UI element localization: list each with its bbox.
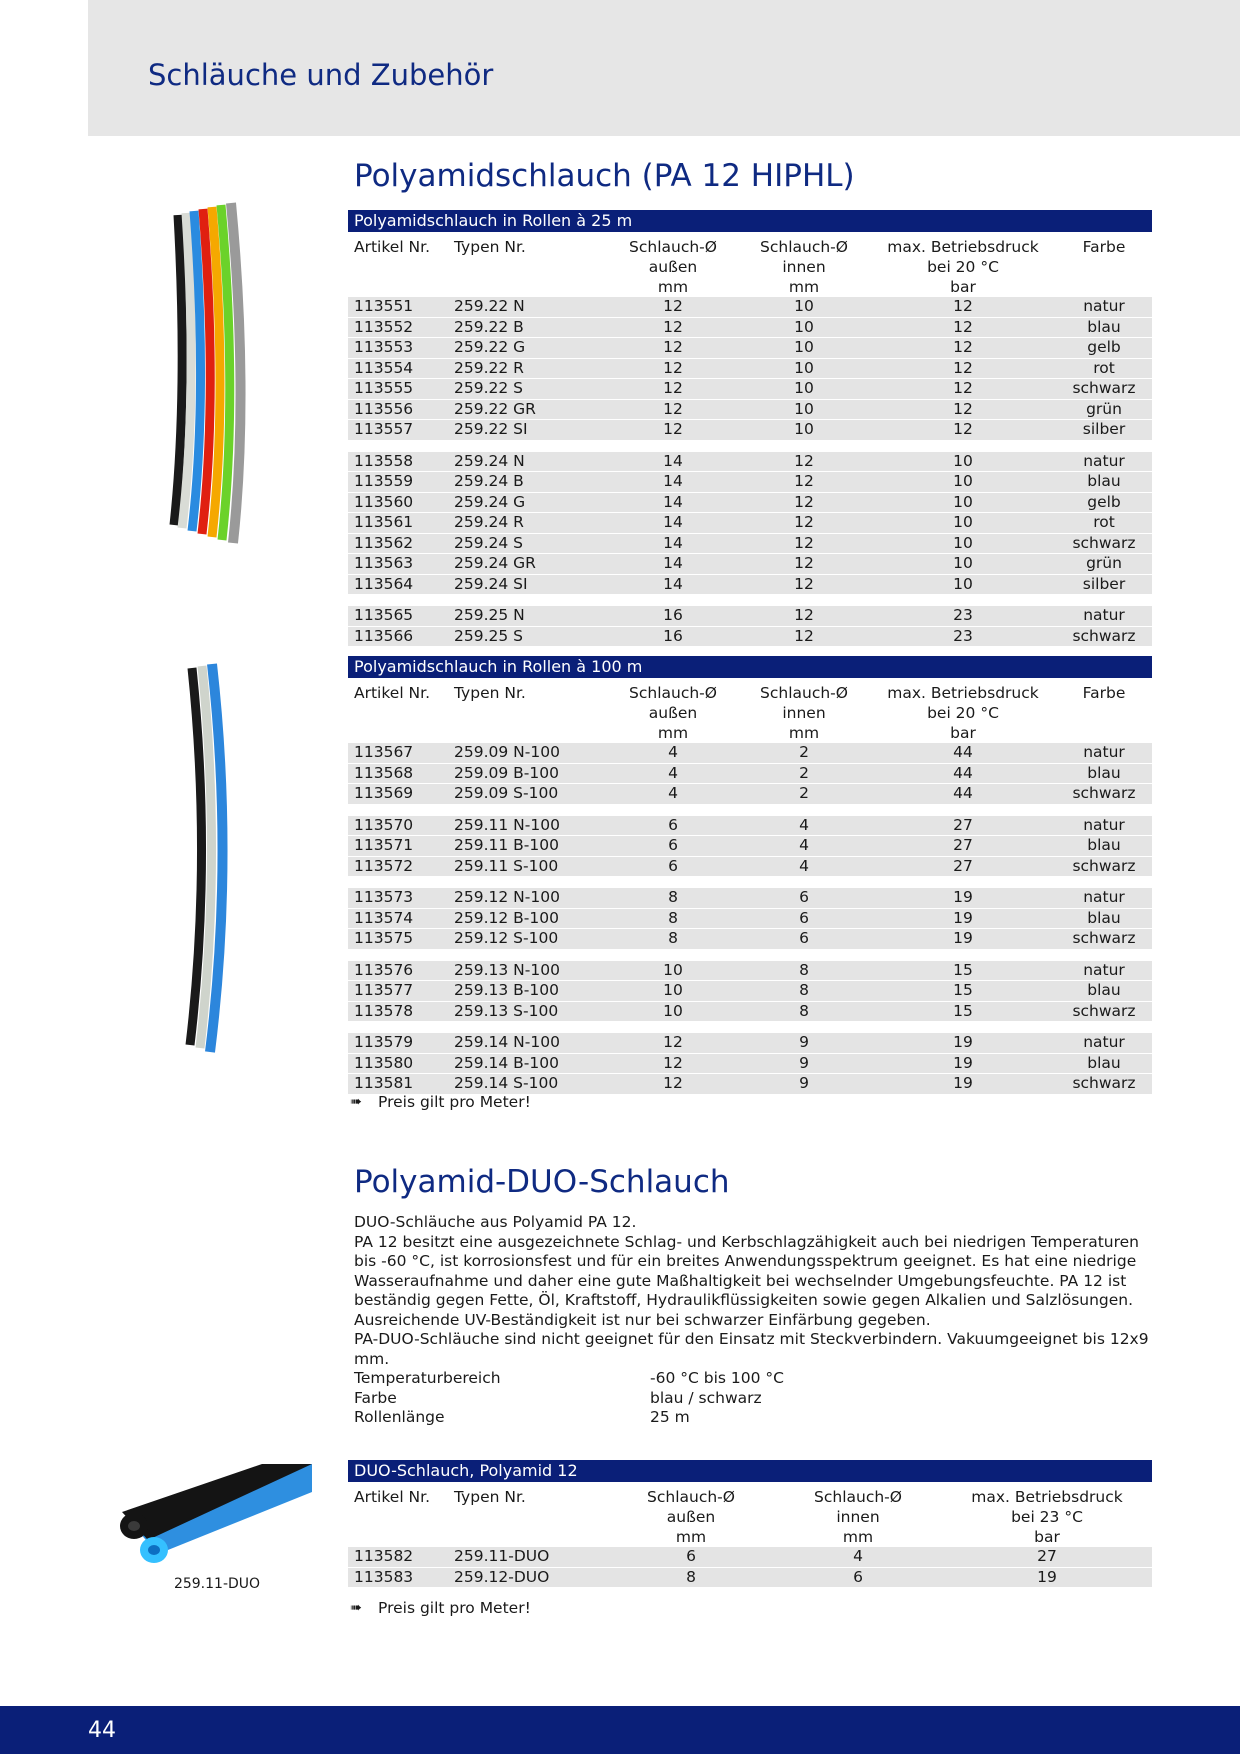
table-cell: 113564 [348, 575, 448, 596]
table-heading: DUO-Schlauch, Polyamid 12 [348, 1460, 1152, 1482]
table-cell: 19 [870, 929, 1056, 950]
table-cell: 12 [608, 400, 738, 421]
table-row [348, 606, 1152, 627]
table-cell: 113555 [348, 379, 448, 400]
column-header: Schlauch-Ø innen mm [814, 1488, 902, 1546]
table-cell: 259.22 S [448, 379, 608, 400]
table-cell: 14 [608, 452, 738, 473]
table-cell: 113576 [348, 961, 448, 982]
table-cell: 259.25 N [448, 606, 608, 627]
table-cell: 16 [608, 606, 738, 627]
table-cell: natur [1056, 961, 1152, 982]
table-cell: grün [1056, 554, 1152, 575]
table-row [348, 1002, 1152, 1023]
table-cell: 113579 [348, 1033, 448, 1054]
duo-description [354, 1213, 1154, 1369]
table-cell: blau [1056, 318, 1152, 339]
table-cell: 44 [870, 764, 1056, 785]
table-row [348, 1074, 1152, 1095]
property-row [354, 1389, 784, 1409]
table-row [348, 836, 1152, 857]
table-cell: 113580 [348, 1054, 448, 1075]
table-row [348, 493, 1152, 514]
table-row [348, 888, 1152, 909]
table-cell: 10 [738, 420, 870, 441]
table-cell: 259.09 N-100 [448, 743, 608, 764]
table-cell: 12 [608, 338, 738, 359]
table-cell: 113553 [348, 338, 448, 359]
table-header-row [348, 683, 1152, 743]
table-cell: 10 [870, 452, 1056, 473]
group-spacer [348, 877, 1152, 888]
table-cell: 259.24 G [448, 493, 608, 514]
table-cell: gelb [1056, 493, 1152, 514]
description-line: Ausreichende UV-Beständigkeit ist nur bei schwarzer Einfärbung gegeben. [354, 1310, 931, 1329]
duo-properties [354, 1369, 784, 1428]
page-header [88, 0, 1240, 136]
table-cell: 15 [870, 961, 1056, 982]
table-cell: 113577 [348, 981, 448, 1002]
table-row [348, 743, 1152, 764]
table-cell: 19 [870, 1054, 1056, 1075]
table-cell: 6 [608, 836, 738, 857]
column-header: Farbe [1082, 238, 1126, 256]
table-cell: 10 [870, 534, 1056, 555]
table-header-row [348, 1487, 1152, 1547]
table-cell: 10 [738, 318, 870, 339]
table-cell: natur [1056, 297, 1152, 318]
table-row [348, 1547, 1152, 1568]
table-cell: 12 [738, 554, 870, 575]
table-cell: blau [1056, 836, 1152, 857]
table-cell: 2 [738, 764, 870, 785]
table-heading: Polyamidschlauch in Rollen à 100 m [348, 656, 1152, 678]
table-row [348, 400, 1152, 421]
table-cell: 12 [870, 359, 1056, 380]
table-cell: 44 [870, 743, 1056, 764]
arrow-right-icon: ➠ [350, 1600, 362, 1616]
table-cell: 259.12 B-100 [448, 909, 608, 930]
description-line: bis -60 °C, ist korrosionsfest und für ein breites Anwendungsspektrum geeignet. Es hat eine niedrige [354, 1252, 1137, 1270]
table-cell: 6 [608, 857, 738, 878]
table-row [348, 575, 1152, 596]
table-cell: 12 [608, 1033, 738, 1054]
table-cell: 113565 [348, 606, 448, 627]
table-cell: 113572 [348, 857, 448, 878]
table-cell: 113567 [348, 743, 448, 764]
price-note-text: Preis gilt pro Meter! [378, 1093, 531, 1111]
table-cell: 259.11 B-100 [448, 836, 608, 857]
table-cell: 259.09 S-100 [448, 784, 608, 805]
table-cell: schwarz [1056, 1074, 1152, 1095]
table-cell: 27 [870, 857, 1056, 878]
table-cell: 8 [608, 888, 738, 909]
table-cell: 8 [738, 981, 870, 1002]
table-cell: 113557 [348, 420, 448, 441]
table-cell: 259.22 N [448, 297, 608, 318]
description-line: PA-DUO-Schläuche sind nicht geeignet für den Einsatz mit Steckverbindern. Vakuumgeeignet bis 12x9 mm. [354, 1330, 1149, 1368]
table-cell: 113573 [348, 888, 448, 909]
table-cell: 44 [870, 784, 1056, 805]
table-cell: schwarz [1056, 929, 1152, 950]
table-cell: 12 [738, 627, 870, 648]
table-cell: schwarz [1056, 627, 1152, 648]
table-row [348, 1033, 1152, 1054]
table-cell: 259.22 SI [448, 420, 608, 441]
table-cell: grün [1056, 400, 1152, 421]
table-cell: 4 [608, 743, 738, 764]
table-cell: 113556 [348, 400, 448, 421]
table-cell: 4 [738, 857, 870, 878]
table-cell: 113582 [348, 1547, 448, 1568]
table-cell: 259.14 N-100 [448, 1033, 608, 1054]
table-cell: 12 [738, 575, 870, 596]
table-cell: 259.09 B-100 [448, 764, 608, 785]
table-cell: 10 [870, 575, 1056, 596]
hose-bundle-image [150, 195, 290, 560]
table-cell: 259.11 N-100 [448, 816, 608, 837]
property-value: 25 m [650, 1408, 690, 1426]
table-cell: 12 [738, 472, 870, 493]
table-cell: 4 [774, 1547, 942, 1568]
table-cell: 14 [608, 513, 738, 534]
table-cell: 12 [870, 379, 1056, 400]
table-cell: 19 [942, 1568, 1152, 1589]
duo-hose-image [112, 1462, 322, 1574]
table-cell: 113581 [348, 1074, 448, 1095]
column-header: Farbe [1082, 684, 1126, 702]
table-cell: 12 [608, 1054, 738, 1075]
table-cell: 12 [608, 420, 738, 441]
column-header: Typen Nr. [454, 684, 526, 702]
table-cell: 12 [870, 318, 1056, 339]
table-cell: 259.14 B-100 [448, 1054, 608, 1075]
table-cell: 259.14 S-100 [448, 1074, 608, 1095]
table-cell: 6 [608, 816, 738, 837]
table-cell: 10 [870, 472, 1056, 493]
table-cell: natur [1056, 888, 1152, 909]
table-cell: 2 [738, 784, 870, 805]
table-cell: 6 [738, 929, 870, 950]
group-spacer [348, 950, 1152, 961]
table-row [348, 764, 1152, 785]
table-cell: 27 [942, 1547, 1152, 1568]
table-cell: 113571 [348, 836, 448, 857]
table-cell: 12 [608, 359, 738, 380]
table-duo [348, 1460, 1152, 1588]
table-row [348, 1568, 1152, 1589]
table-cell: rot [1056, 513, 1152, 534]
table-cell: 19 [870, 1074, 1056, 1095]
column-header: Artikel Nr. [354, 1488, 431, 1506]
property-label: Temperaturbereich [354, 1369, 501, 1387]
arrow-right-icon: ➠ [350, 1094, 362, 1110]
table-cell: 259.24 GR [448, 554, 608, 575]
table-cell: blau [1056, 1054, 1152, 1075]
table-cell: 12 [738, 534, 870, 555]
table-header-row [348, 237, 1152, 297]
table-cell: 19 [870, 909, 1056, 930]
table-row [348, 338, 1152, 359]
table-cell: 113575 [348, 929, 448, 950]
table-cell: 12 [738, 452, 870, 473]
column-header: Typen Nr. [454, 1488, 526, 1506]
table-cell: 14 [608, 534, 738, 555]
table-cell: 16 [608, 627, 738, 648]
table-cell: 113551 [348, 297, 448, 318]
table-cell: 10 [738, 379, 870, 400]
table-cell: 113583 [348, 1568, 448, 1589]
column-header: Schlauch-Ø außen mm [647, 1488, 735, 1546]
table-cell: silber [1056, 575, 1152, 596]
property-value: -60 °C bis 100 °C [650, 1369, 784, 1387]
table-cell: 6 [608, 1547, 774, 1568]
table-cell: 12 [870, 338, 1056, 359]
table-cell: 23 [870, 606, 1056, 627]
table-cell: 2 [738, 743, 870, 764]
table-cell: 9 [738, 1054, 870, 1075]
table-cell: 4 [738, 816, 870, 837]
table-row [348, 554, 1152, 575]
table-cell: 259.12-DUO [448, 1568, 608, 1589]
table-cell: 12 [870, 420, 1056, 441]
table-cell: 113563 [348, 554, 448, 575]
table-cell: 259.24 B [448, 472, 608, 493]
table-cell: 113552 [348, 318, 448, 339]
table-cell: 10 [608, 981, 738, 1002]
table-cell: 259.24 R [448, 513, 608, 534]
table-cell: 6 [738, 888, 870, 909]
table-cell: 113561 [348, 513, 448, 534]
table-cell: 113570 [348, 816, 448, 837]
table-row [348, 379, 1152, 400]
table-row [348, 297, 1152, 318]
page-header-title: Schläuche und Zubehör [148, 58, 494, 92]
table-cell: 12 [738, 513, 870, 534]
table-cell: 14 [608, 472, 738, 493]
page-footer [0, 1706, 1240, 1754]
data-table [348, 683, 1152, 1095]
table-row [348, 452, 1152, 473]
table-cell: 113560 [348, 493, 448, 514]
group-spacer [348, 805, 1152, 816]
table-cell: 12 [608, 379, 738, 400]
table-row [348, 318, 1152, 339]
table-cell: schwarz [1056, 379, 1152, 400]
table-cell: 259.22 R [448, 359, 608, 380]
table-rollen-100m [348, 656, 1152, 1095]
table-heading: Polyamidschlauch in Rollen à 25 m [348, 210, 1152, 232]
table-row [348, 857, 1152, 878]
table-cell: natur [1056, 816, 1152, 837]
table-cell: 10 [608, 1002, 738, 1023]
section-title-duo-schlauch: Polyamid-DUO-Schlauch [354, 1164, 730, 1200]
table-cell: 6 [738, 909, 870, 930]
table-cell: 6 [774, 1568, 942, 1589]
price-note [348, 1599, 531, 1617]
property-row [354, 1369, 784, 1389]
description-line: Wasseraufnahme und daher eine gute Maßhaltigkeit bei wechselnder Umgebungsfeuchte. PA 12 ist [354, 1271, 1127, 1290]
table-cell: 12 [608, 297, 738, 318]
table-row [348, 627, 1152, 648]
table-cell: 23 [870, 627, 1056, 648]
table-cell: 14 [608, 554, 738, 575]
table-cell: 259.22 G [448, 338, 608, 359]
table-cell: 19 [870, 888, 1056, 909]
price-note [348, 1093, 531, 1111]
property-label: Rollenlänge [354, 1408, 445, 1426]
table-cell: gelb [1056, 338, 1152, 359]
page-number: 44 [88, 1718, 116, 1743]
table-rollen-25m [348, 210, 1152, 647]
table-row [348, 359, 1152, 380]
table-cell: natur [1056, 1033, 1152, 1054]
table-row [348, 909, 1152, 930]
table-cell: 8 [738, 1002, 870, 1023]
table-cell: natur [1056, 452, 1152, 473]
column-header: max. Betriebsdruck bei 20 °C bar [887, 238, 1039, 296]
description-line: DUO-Schläuche aus Polyamid PA 12. [354, 1213, 637, 1231]
table-cell: schwarz [1056, 534, 1152, 555]
table-cell: 9 [738, 1033, 870, 1054]
table-cell: 8 [608, 909, 738, 930]
table-cell: blau [1056, 909, 1152, 930]
table-cell: 10 [738, 359, 870, 380]
table-cell: 9 [738, 1074, 870, 1095]
table-cell: 10 [870, 493, 1056, 514]
table-cell: 10 [738, 297, 870, 318]
table-cell: 8 [738, 961, 870, 982]
table-row [348, 816, 1152, 837]
price-note-text: Preis gilt pro Meter! [378, 1599, 531, 1617]
table-cell: 19 [870, 1033, 1056, 1054]
table-row [348, 784, 1152, 805]
table-cell: schwarz [1056, 784, 1152, 805]
table-cell: blau [1056, 472, 1152, 493]
table-cell: 27 [870, 836, 1056, 857]
table-cell: 10 [870, 513, 1056, 534]
column-header: max. Betriebsdruck bei 20 °C bar [887, 684, 1039, 742]
table-cell: 10 [870, 554, 1056, 575]
table-cell: 12 [608, 1074, 738, 1095]
table-cell: 14 [608, 575, 738, 596]
table-cell: 113574 [348, 909, 448, 930]
table-cell: 12 [738, 493, 870, 514]
table-row [348, 981, 1152, 1002]
table-row [348, 513, 1152, 534]
table-cell: 27 [870, 816, 1056, 837]
table-cell: silber [1056, 420, 1152, 441]
table-cell: 113566 [348, 627, 448, 648]
group-spacer [348, 441, 1152, 452]
column-header: Schlauch-Ø außen mm [629, 238, 717, 296]
table-cell: blau [1056, 764, 1152, 785]
table-cell: schwarz [1056, 1002, 1152, 1023]
column-header: Schlauch-Ø innen mm [760, 684, 848, 742]
table-cell: 12 [608, 318, 738, 339]
column-header: Artikel Nr. [354, 684, 431, 702]
table-cell: 259.22 GR [448, 400, 608, 421]
table-cell: 259.12 S-100 [448, 929, 608, 950]
table-cell: 15 [870, 1002, 1056, 1023]
column-header: max. Betriebsdruck bei 23 °C bar [971, 1488, 1123, 1546]
table-cell: 15 [870, 981, 1056, 1002]
table-cell: 4 [738, 836, 870, 857]
column-header: Schlauch-Ø innen mm [760, 238, 848, 296]
table-cell: 4 [608, 784, 738, 805]
table-cell: 259.11 S-100 [448, 857, 608, 878]
table-cell: blau [1056, 981, 1152, 1002]
table-cell: natur [1056, 743, 1152, 764]
table-cell: 259.24 SI [448, 575, 608, 596]
table-cell: 10 [608, 961, 738, 982]
table-cell: natur [1056, 606, 1152, 627]
property-label: Farbe [354, 1388, 397, 1407]
table-cell: 113558 [348, 452, 448, 473]
group-spacer [348, 1022, 1152, 1033]
table-cell: 10 [738, 338, 870, 359]
table-cell: 113559 [348, 472, 448, 493]
table-cell: 113569 [348, 784, 448, 805]
table-cell: schwarz [1056, 857, 1152, 878]
table-cell: 259.13 S-100 [448, 1002, 608, 1023]
property-row [354, 1408, 784, 1428]
group-spacer [348, 595, 1152, 606]
table-cell: 259.13 B-100 [448, 981, 608, 1002]
table-cell: 259.25 S [448, 627, 608, 648]
table-cell: 259.22 B [448, 318, 608, 339]
description-line: beständig gegen Fette, Öl, Kraftstoff, Hydraulikflüssigkeiten sowie gegen Alkalien und Salzlösungen. [354, 1291, 1134, 1309]
hose-trio-image [180, 660, 270, 1060]
table-cell: 12 [870, 297, 1056, 318]
table-cell: rot [1056, 359, 1152, 380]
table-cell: 259.24 N [448, 452, 608, 473]
table-row [348, 961, 1152, 982]
property-value: blau / schwarz [650, 1388, 762, 1407]
data-table [348, 237, 1152, 647]
table-row [348, 420, 1152, 441]
table-cell: 8 [608, 1568, 774, 1589]
table-cell: 259.13 N-100 [448, 961, 608, 982]
duo-image-caption: 259.11-DUO [173, 1576, 261, 1592]
column-header: Artikel Nr. [354, 238, 431, 256]
description-line: PA 12 besitzt eine ausgezeichnete Schlag- und Kerbschlagzähigkeit auch bei niedrigen Temperaturen [354, 1232, 1139, 1251]
table-row [348, 472, 1152, 493]
table-cell: 8 [608, 929, 738, 950]
table-cell: 14 [608, 493, 738, 514]
table-cell: 113554 [348, 359, 448, 380]
table-cell: 10 [738, 400, 870, 421]
column-header: Typen Nr. [454, 238, 526, 256]
table-cell: 4 [608, 764, 738, 785]
column-header: Schlauch-Ø außen mm [629, 684, 717, 742]
table-cell: 259.12 N-100 [448, 888, 608, 909]
table-cell: 113562 [348, 534, 448, 555]
data-table [348, 1487, 1152, 1588]
table-row [348, 929, 1152, 950]
table-cell: 259.24 S [448, 534, 608, 555]
table-cell: 12 [738, 606, 870, 627]
table-row [348, 534, 1152, 555]
table-cell: 259.11-DUO [448, 1547, 608, 1568]
table-cell: 12 [870, 400, 1056, 421]
section-title-polyamidschlauch: Polyamidschlauch (PA 12 HIPHL) [354, 158, 855, 194]
table-row [348, 1054, 1152, 1075]
table-cell: 113568 [348, 764, 448, 785]
table-cell: 113578 [348, 1002, 448, 1023]
